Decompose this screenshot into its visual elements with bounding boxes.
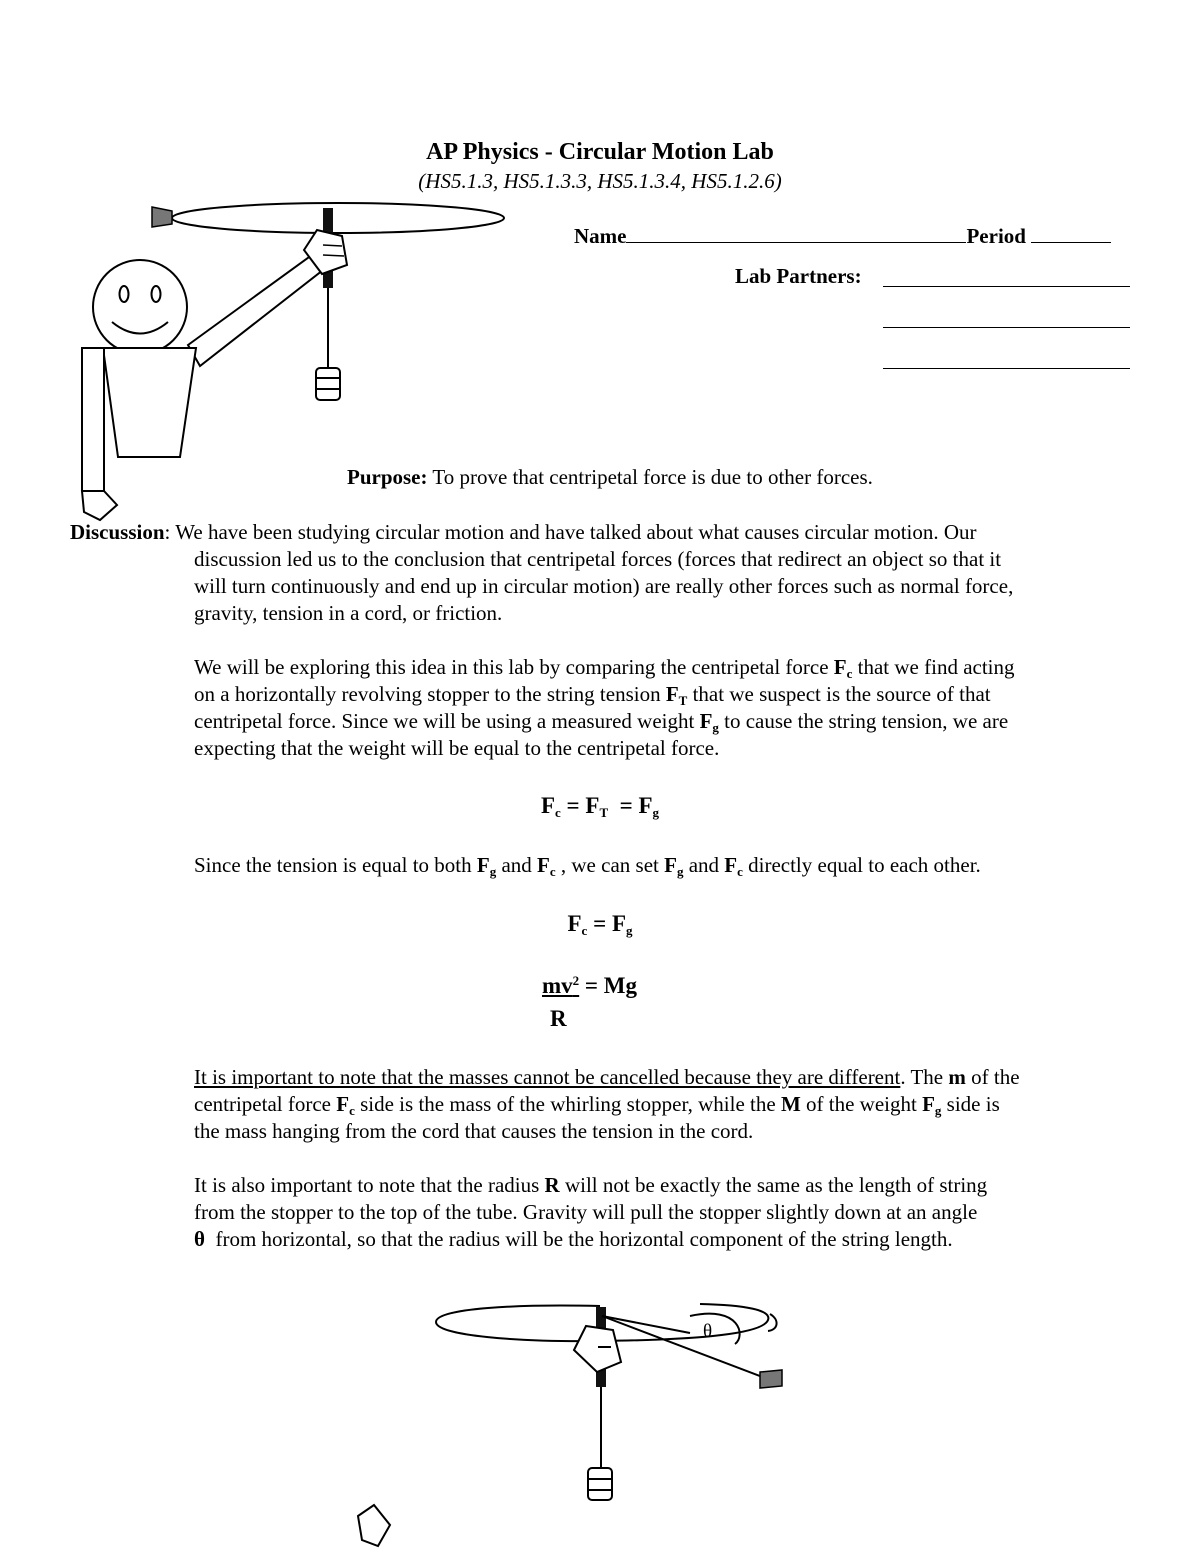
purpose-label: Purpose: <box>347 465 428 489</box>
equation-mv2-r: $mv^2 = Mg$ <box>542 973 637 998</box>
discussion-p1-line-4: gravity, tension in a cord, or friction. <box>194 601 503 625</box>
partner-blank-3[interactable] <box>883 348 1130 369</box>
discussion-paragraph-3: Since the tension is equal to both $F_g$ and $F_c$ , we can set $F_g$ and $F_c$ directly equal to each other. <box>194 853 981 879</box>
period-label: Period <box>966 224 1026 248</box>
discussion-label-line: Discussion: We have been studying circular motion and have talked about what causes circular motion. Our <box>70 520 977 544</box>
lab-partners-field <box>735 263 862 290</box>
discussion-p1-line-2: discussion led us to the conclusion that centripetal forces (forces that redirect an object so that it <box>194 547 1002 571</box>
discussion-paragraph-1 <box>194 546 1134 627</box>
equation-fc-fg: $F_c = F_g$ <box>567 911 633 938</box>
angle-theta-label: θ <box>703 1321 713 1342</box>
discussion-paragraph-4: It is important to note that the masses cannot be cancelled because they are different. The m of the centripetal force $F_c$ side is the mass of the whirling stopper, while the M of the weight $F_g$ side is the mass hanging from the cord that causes the tension in the cord. <box>194 1065 1020 1143</box>
standards-subtitle: (HS5.1.3, HS5.1.3.3, HS5.1.3.4, HS5.1.2.6) <box>418 169 782 193</box>
discussion-p1-line-1: We have been studying circular motion and have talked about what causes circular motion. Our <box>175 520 977 544</box>
equation-radius-denominator: R <box>550 1006 567 1031</box>
discussion-paragraph-5: It is also important to note that the radius R will not be exactly the same as the length of string from the stopper to the top of the tube. Gravity will pull the stopper slightly down at an angle θ from horizontal, so that the radius will be the horizontal component of the string length. <box>194 1173 988 1251</box>
page-title: AP Physics - Circular Motion Lab <box>426 139 774 165</box>
partner-blank-1[interactable] <box>883 266 1130 287</box>
lab-partners-label: Lab Partners: <box>735 264 862 288</box>
purpose-line <box>347 464 873 491</box>
equation-fc-ft-fg: $F_c = F_T = F_g$ <box>540 793 660 820</box>
purpose-text: To prove that centripetal force is due to other forces. <box>432 465 873 489</box>
name-label: Name <box>574 224 627 248</box>
name-field[interactable] <box>574 222 1111 250</box>
name-blank[interactable] <box>626 222 966 243</box>
partner-blank-2[interactable] <box>883 307 1130 328</box>
period-blank[interactable] <box>1031 222 1111 243</box>
discussion-p1-line-3: will turn continuously and end up in circular motion) are really other forces such as normal force, <box>194 574 1014 598</box>
discussion-paragraph-2: We will be exploring this idea in this lab by comparing the centripetal force $F_c$ that we find acting on a horizontally revolving stopper to the string tension $F_T$ that we suspect is the source of that centripetal force. Since we will be using a measured weight $F_g$ to cause the string tension, we are expecting that the weight will be equal to the centripetal force. <box>194 655 1015 760</box>
discussion-label: Discussion <box>70 520 165 544</box>
angle-diagram <box>0 0 1 1</box>
